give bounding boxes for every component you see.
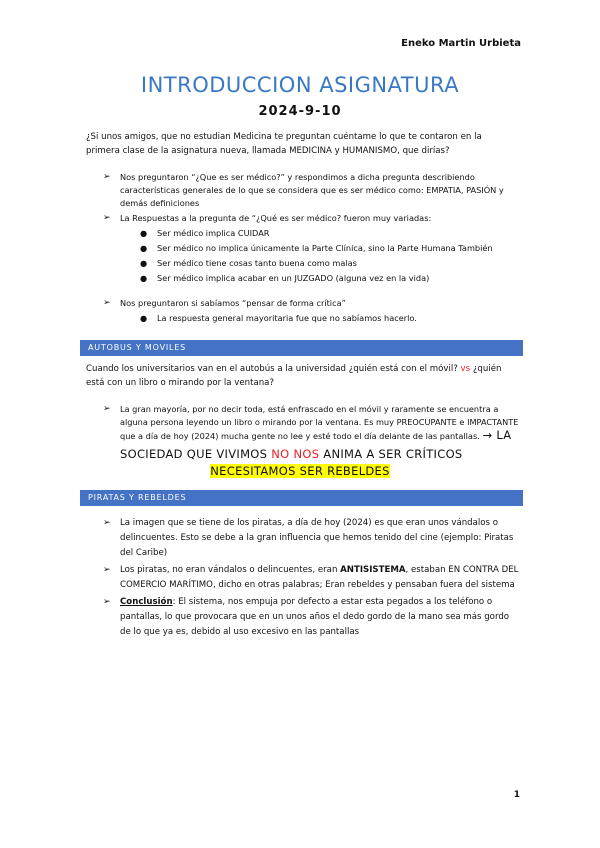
list-item — [100, 297, 520, 325]
arrow-bullet-icon: ➢ — [103, 597, 111, 607]
bullet-text: La gran mayoría, por no decir toda, está enfrascado en el móvil y raramente se encuentra a alguna persona leyendo un libro o mirando por la ventana. Es muy PREOCUPANTE e IMPACTANTE que a día de hoy (2024) mucha gente no lee y esté todo el día delante de las pantallas. — [120, 404, 519, 441]
arrow-callout: → LA — [482, 428, 512, 442]
sub-list-item: ● Ser médico implica acabar en un JUZGADO (alguna vez en la vida) — [140, 273, 430, 283]
list-item — [100, 171, 520, 210]
section1-bullets — [100, 171, 520, 329]
dot-bullet-icon: ● — [140, 313, 148, 323]
sub-list — [120, 227, 520, 285]
no-nos-text: NO NOS — [271, 447, 320, 461]
list-item — [100, 403, 520, 443]
sub-list-item: ● Ser médico tiene cosas tanto buena como malas — [140, 258, 357, 268]
highlighted-text: NECESITAMOS SER REBELDES — [210, 464, 390, 478]
list-item — [100, 212, 520, 285]
section3-bullets — [100, 516, 520, 642]
sub-list — [120, 312, 520, 325]
list-item: ➢ Los piratas, no eran vándalos o delincuentes, eran ANTISISTEMA, estaban EN CONTRA DEL COMERCIO MARÍTIMO, dicho en otras palabras; Eran rebeldes y pensaban fuera del sistema — [103, 565, 519, 590]
section-heading-autobus: AUTOBUS Y MOVILES — [80, 340, 523, 356]
list-item: ➢ Conclusión: El sistema, nos empuja por defecto a estar esta pegados a los teléfono o pantallas, lo que provocara que en un unos años el dedo gordo de la mano sea más gordo de lo que ya es, debido al uso excesivo en las pantallas — [103, 597, 510, 637]
dot-bullet-icon: ● — [140, 228, 148, 238]
section2-question: Cuando los universitarios van en el autobús a la universidad ¿quién está con el móvil? vs ¿quién está con un libro o mirando por la ventana? — [86, 364, 502, 388]
section2-bullets — [100, 403, 520, 445]
bullet-text: La imagen que se tiene de los piratas, a día de hoy (2024) es que eran unos vándalos o delincuentes. Esto se debe a la gran influencia que hemos tenido del cine (ejemplo: Piratas del Caribe) — [120, 518, 514, 558]
author-name: Eneko Martin Urbieta — [401, 38, 521, 49]
arrow-bullet-icon: ➢ — [103, 172, 111, 182]
rebels-line — [0, 463, 600, 480]
bullet-text: Nos preguntaron si sabíamos “pensar de forma crítica” — [120, 298, 346, 308]
dot-bullet-icon: ● — [140, 273, 148, 283]
arrow-bullet-icon: ➢ — [103, 518, 111, 528]
antisistema-text: ANTISISTEMA — [340, 565, 406, 575]
section-heading-piratas: PIRATAS Y REBELDES — [80, 490, 523, 506]
page-title: INTRODUCCION ASIGNATURA — [140, 73, 460, 97]
conclusion-label: Conclusión — [120, 597, 173, 607]
sub-list-item: ● Ser médico no implica únicamente la Parte Clínica, sino la Parte Humana También — [140, 243, 493, 253]
dot-bullet-icon: ● — [140, 243, 148, 253]
dot-bullet-icon: ● — [140, 258, 148, 268]
bullet-text: La Respuestas a la pregunta de “¿Qué es ser médico? fueron muy variadas: — [120, 213, 432, 223]
page-date: 2024-9-10 — [258, 104, 342, 119]
sub-list-item: ● La respuesta general mayoritaria fue que no sabíamos hacerlo. — [140, 313, 417, 323]
page-number: 1 — [513, 790, 520, 800]
intro-question: ¿Si unos amigos, que no estudian Medicina te preguntan cuéntame lo que te contaron en la primera clase de la asignatura nueva, llamada MEDICINA y HUMANISMO, que dirías? — [86, 132, 482, 156]
arrow-bullet-icon: ➢ — [103, 298, 111, 308]
society-line: SOCIEDAD QUE VIVIMOS NO NOS ANIMA A SER CRÍTICOS — [120, 447, 463, 461]
arrow-bullet-icon: ➢ — [103, 213, 111, 223]
sub-list-item: ● Ser médico implica CUIDAR — [140, 228, 270, 238]
arrow-bullet-icon: ➢ — [103, 404, 111, 414]
vs-text: vs — [460, 364, 471, 374]
arrow-bullet-icon: ➢ — [103, 565, 111, 575]
list-item — [100, 516, 520, 561]
bullet-text: Nos preguntaron “¿Que es ser médico?” y respondimos a dicha pregunta describiendo características generales de lo que se considera que es ser médico como: EMPATIA, PASIÓN y demás definiciones — [120, 172, 504, 208]
